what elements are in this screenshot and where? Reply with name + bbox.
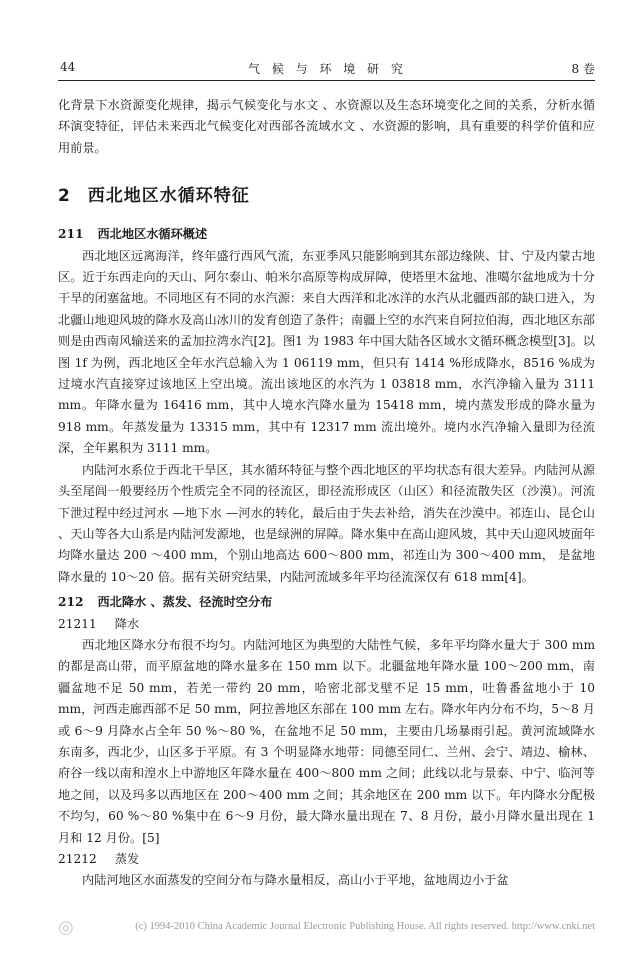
paragraph-211b: 内陆河水系位于西北干旱区，其水循环特征与整个西北地区的平均状态有很大差异。内陆河从源头至尾闾一般要经历个性质完全不同的径流区，即径流形成区（山区）和径流散失区（沙漠）。河流下泄过程中经过河水 —地下水 —河水的转化，最后由于失去补给，消失在沙漠中。祁连山、昆仑山 、天山等各大山系是内陆河发源地，也是绿洲的屏障。降水集中在高山迎风坡，其中天山迎风坡面年均降水量达 200 ～400 mm，个别山地高达 600～800 mm，祁连山为 300～400 mm， 是盆地降水量的 10～20 倍。据有关研究结果，内陆河流域多年平均径流深仅有 618 mm[4]。 (58, 462, 595, 584)
subheading-211 (58, 224, 595, 245)
page-footer (58, 915, 595, 941)
subheading-number: 211 (58, 227, 84, 242)
section-title: 西北地区水循环特征 (87, 186, 250, 207)
subheading-number: 212 (58, 595, 84, 610)
journal-title: 气 候 与 环 境 研 究 (248, 62, 407, 76)
paragraph-21211: 西北地区降水分布很不均匀。内陆河地区为典型的大陆性气候，多年平均降水量大于 300 mm 的都是高山带，而平原盆地的降水量多在 150 mm 以下。北疆盆地年降水量 100～200 mm，南疆盆地不足 50 mm，若羌一带约 20 mm，哈密北部戈壁不足 15 mm，吐鲁番盆地小于 10 mm，河西走廊西部不足 50 mm，阿拉善地区东部在 100 mm 左右。降水年内分布不均，5～8 月或 6～9 月降水占全年 50 %～80 %，在盆地不足 50 mm，主要由几场暴雨引起。黄河流域降水东南多，西北少，山区多于平原。有 3 个明显降水地带：同德至同仁、兰州、会宁、靖边、榆林、府谷一线以南和湟水上中游地区年降水量在 400～800 mm 之间；此线以北与景泰、中宁、临河等地之间，以及玛多以西地区在 200～400 mm 之间；其余地区在 200 mm 以下。年内降水分配极不均匀，60 %～80 %集中在 6～9 月份，最大降水量出现在 7、8 月份，最小月降水量出现在 1 月和 12 月份。[5] (58, 637, 595, 845)
page-body (58, 95, 595, 892)
intro-paragraph: 化背景下水资源变化规律，揭示气候变化与水文 、水资源以及生态环境变化之间的关系，分析水循环演变特征，评估未来西北气候变化对西部各流域水文 、水资源的影响，具有重要的科学价值和应用前景。 (58, 98, 595, 155)
section-number: 2 (58, 186, 71, 207)
page-number: 44 (60, 60, 76, 74)
section-heading (58, 181, 595, 206)
running-header (60, 60, 595, 80)
subsubheading-21211 (58, 614, 595, 635)
paragraph-211: 西北地区远离海洋，终年盛行西风气流，东亚季风只能影响到其东部边缘陕、甘、宁及内蒙古地区。近于东西走向的天山、阿尔泰山、帕米尔高原等构成屏障，使塔里木盆地、准噶尔盆地成为十分干旱的闭塞盆地。不同地区有不同的水汽源：来自大西洋和北冰洋的水汽从北疆西部的缺口进入，为北疆山地迎风坡的降水及高山冰川的发育创造了条件；南疆上空的水汽来自阿拉伯海，西北地区东部则是由西南风输送来的孟加拉湾水汽[2]。图1 为 1983 年中国大陆各区域水文循环概念模型[3]。以图 1f 为例，西北地区全年水汽总输入为 1 06119 mm，但只有 1414 %形成降水，8516 %成为过境水汽直接穿过该地区上空出境。流出该地区的水汽为 1 03818 mm，水汽净输入量为 3111 mm。年降水量为 16416 mm，其中人境水汽降水量为 15418 mm，境内蒸发形成的降水量为 918 mm。年蒸发量为 13315 mm，其中有 12317 mm 流出境外。境内水汽净输入量即为径流深，全年累积为 3111 mm。 (58, 248, 595, 456)
volume-label: 8 卷 (571, 62, 595, 76)
header-rule (58, 80, 595, 81)
subheading-title: 西北地区水循环概述 (97, 227, 208, 242)
subsubheading-number: 21212 (58, 852, 97, 866)
subheading-212 (58, 592, 595, 613)
paragraph-21212: 内陆河地区水面蒸发的空间分布与降水量相反，高山小于平地，盆地周边小于盆 (82, 873, 509, 888)
subsubheading-number: 21211 (58, 616, 97, 631)
subsubheading-21212 (58, 849, 595, 870)
subheading-title: 西北降水 、蒸发、径流时空分布 (97, 595, 273, 610)
subsubheading-title: 蒸发 (114, 852, 140, 866)
subsubheading-title: 降水 (114, 616, 140, 631)
copyright-text: (c) 1994-2010 China Academic Journal Electronic Publishing House. All rights reserved. http://www.cnki.net (135, 921, 595, 932)
cnki-logo-icon: ◎ (58, 917, 74, 938)
